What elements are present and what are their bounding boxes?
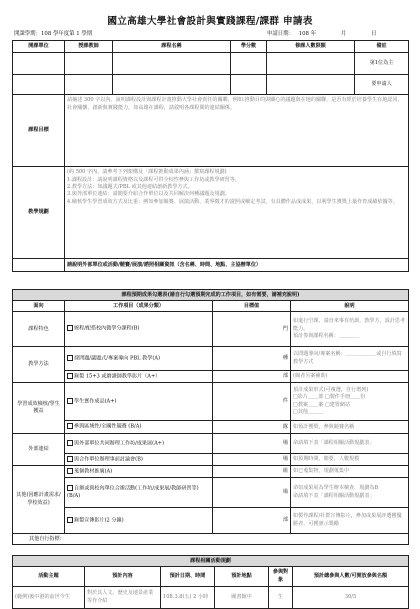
col-value: 目標值 — [213, 301, 291, 312]
outcome-row — [13, 466, 409, 478]
outcomes-header-row — [13, 301, 409, 312]
goal-text[interactable]: 請摘述 300 字以內，說明課程設計與課程計畫推動大學社會責任的關聯，例如:推動目的與關心的議題與在地的關聯，是否有經於培養學生在地認同、社會關懷、創新與實踐能力，如高雄在課程，請敘明各課程間的連結關係。 — [65, 95, 409, 167]
desc-cell: 如製作課程/社群宣傳影片，參加成果展評選獲優勝者，可獲頒示獎勵 — [291, 508, 409, 534]
desc-cell: 預計成果形式(可複選，自行增列) □影片＿＿部 □製作手冊＿＿份 □教案＿＿案 □建置網站 □其他＿＿＿ — [291, 383, 409, 421]
col-item: 工作項目（成果分類） — [65, 301, 213, 312]
note-primary: 第1位為主 — [355, 53, 409, 75]
credits-field[interactable] — [231, 75, 267, 95]
item-cell[interactable]: 婉程/配搭校內微學分課程(B) — [65, 312, 213, 347]
checkbox[interactable] — [67, 423, 73, 429]
activities-section-title: 課程相關活動規劃 — [13, 556, 409, 567]
value-cell[interactable]: 場 — [213, 478, 291, 508]
aspect-cell: 其他(因應計畫需求/學校效益) — [13, 466, 65, 534]
col-unit: 開課單位 — [13, 41, 65, 53]
outcome-row — [13, 508, 409, 534]
value-cell[interactable]: 場 — [213, 434, 291, 454]
outcome-row — [13, 347, 409, 371]
goal-label: 課程目標 — [13, 95, 65, 167]
value-cell[interactable]: 種 — [213, 347, 291, 371]
apply-date-label: 申請日期： — [267, 31, 294, 37]
checkbox[interactable] — [67, 398, 73, 404]
outcome-row — [13, 383, 409, 421]
semester-label: 開課學期：108 學年度第 1 學期 — [14, 31, 93, 37]
col-datetime: 預計日期、時間 — [161, 567, 215, 587]
plan-label: 教學規劃 — [13, 167, 65, 259]
checkbox[interactable] — [67, 440, 73, 446]
outcome-row — [13, 371, 409, 383]
item-cell[interactable]: 採問題/議題式/專案導向 PBL 教學(A) — [65, 347, 213, 371]
outcome-row — [13, 478, 409, 508]
example-count[interactable]: 30/5 — [293, 587, 409, 609]
item-cell[interactable]: 參與區域性/全國性競賽 (B/A) — [65, 421, 213, 434]
col-audience: 參與對象 — [269, 567, 293, 587]
checkbox[interactable] — [67, 373, 73, 379]
course-entry-row-1 — [13, 53, 409, 75]
col-aspect: 面向 — [13, 301, 65, 312]
plan-row — [13, 167, 409, 259]
item-cell[interactable]: 自辦或與校內單位合辦活動(工作坊/成果展/教師研習等)(B/A) — [65, 478, 213, 508]
desc-cell: 如已蒐集物，規劃蒐集中 — [291, 466, 409, 478]
value-cell[interactable]: 門 — [213, 312, 291, 347]
application-form — [12, 0, 408, 609]
value-cell[interactable]: 部 — [213, 508, 291, 534]
aspect-cell: 外部連結 — [13, 434, 65, 466]
teacher-field[interactable] — [65, 75, 113, 95]
teacher-field[interactable] — [65, 53, 113, 75]
item-cell[interactable]: 蒐個教材推廣(A) — [65, 466, 213, 478]
example-audience[interactable]: 生 — [269, 587, 293, 609]
course-header-row — [13, 41, 409, 53]
outcomes-title-row — [13, 290, 409, 301]
apply-month: 月 — [340, 31, 347, 37]
activities-title-row — [13, 556, 409, 567]
outcome-row — [13, 454, 409, 466]
unit-field[interactable] — [13, 75, 65, 95]
course-name-field[interactable] — [113, 53, 231, 75]
apply-date — [267, 29, 379, 40]
desc-cell: 命請填下表「課程相關活動規劃表」 — [291, 434, 409, 454]
outcomes-section-title: 課程預期成果勾選表(請自行勾選預期完成的工作項目，如有需要，請補充說明) — [13, 290, 409, 301]
col-teacher: 授課教師 — [65, 41, 113, 53]
desc-cell: 命如成果展為學生辦本檢查，規劃為B 命請填下表「課程相關活動規劃表」 — [291, 478, 409, 508]
col-credits: 學分數 — [231, 41, 267, 53]
course-entry-row-2 — [13, 75, 409, 95]
plan-text[interactable] — [65, 167, 409, 259]
item-cell[interactable]: 錄製 15+3 或磨課師教學影片（A+） — [65, 371, 213, 383]
activity-example-row — [13, 587, 409, 609]
other-indicator[interactable]: 其他自行指標： — [13, 534, 409, 545]
item-cell[interactable]: 與外部單位共同辦理工作坊/成果展(A+) — [65, 434, 213, 454]
desc-cell: 如預期時間，簡要，人數規模 — [291, 454, 409, 466]
outcome-row — [13, 421, 409, 434]
plan-footer-row — [13, 259, 409, 272]
plan-line: (約 500 字內，請參考下列架構及「課程推動成果內涵」撰寫課程規劃) — [67, 169, 227, 176]
plan-footer: 請說明外部單位或活動/競賽/展演/諮照相關資訊（含名稱、時間、地點、主協辦單位） — [65, 259, 409, 272]
plan-line: 2.教學方法：如議題式/PBL 或其他連結創新教學方式。 — [67, 184, 193, 191]
desc-cell: 如進行空課，請直來事有培訓，教學方，設計思考能力。 預計参與課程名稱：＿＿＿＿ — [291, 312, 409, 347]
col-students: 修課人數限額 — [267, 41, 355, 53]
col-content: 預計內容 — [85, 567, 161, 587]
outcomes-table — [12, 289, 409, 545]
col-desc: 說明 — [291, 301, 409, 312]
activities-table — [12, 555, 409, 609]
other-indicator-row — [13, 534, 409, 545]
desc-cell: (線者另案補助) — [291, 371, 409, 383]
goal-row — [13, 95, 409, 167]
plan-line: 4.檢核學生學習成效方式及比重：例如參加競賽、展演活動、業界徵才的證照或檢定考試，有具體作品成成果，以利學生獲獎上築作育成績依據等。 — [67, 198, 398, 205]
aspect-cell: 教學方法 — [13, 347, 65, 383]
aspect-cell: 學習成效檢核/學生獲益 — [13, 383, 65, 434]
item-cell[interactable]: 學生實作成品(A+) — [65, 383, 213, 421]
checkbox[interactable] — [67, 468, 73, 474]
unit-field[interactable] — [13, 53, 65, 75]
value-cell[interactable]: 隊 — [213, 421, 291, 434]
apply-day: 日 — [370, 31, 377, 37]
col-place: 預計地點 — [215, 567, 269, 587]
item-cell[interactable]: 與合作單位辦理事前討論會(B) — [65, 454, 213, 466]
plan-line: 3.與外部單位連結：請簡要介紹合作單位以及共同解決何種議題及規劃。 — [67, 191, 230, 198]
course-name-field[interactable] — [113, 75, 231, 95]
desc-cell: 以問題導向/專案名稱：＿＿＿＿＿＿或自行填寫教學方式 — [291, 347, 409, 371]
note-applicant: 要申請人 — [355, 75, 409, 95]
col-topic: 活動主題 — [13, 567, 85, 587]
value-cell[interactable]: 場 — [213, 454, 291, 466]
plan-line: 1.課程設計：請說明課程資格以及課程可供全校性參與工作坊或教學研習等。 — [67, 176, 240, 183]
col-count: 預計總參與人數/可開放參與名額 — [293, 567, 409, 587]
col-note: 備註 — [355, 41, 409, 53]
meta-row — [12, 29, 408, 40]
value-cell[interactable]: 組 — [213, 466, 291, 478]
students-field[interactable] — [267, 75, 355, 95]
checkbox[interactable] — [67, 456, 73, 462]
activities-header-row — [13, 567, 409, 587]
course-table — [12, 40, 409, 95]
aspect-cell: 課程特色 — [13, 312, 65, 347]
example-topic[interactable]: (範例)後中港的前世今生 — [13, 587, 85, 609]
form-title: 國立高雄大學社會設計與實踐課程/課群 申請表 — [107, 16, 313, 27]
example-datetime[interactable]: 108.3.8(五) 2 小時 — [161, 587, 215, 609]
checkbox[interactable] — [67, 485, 73, 491]
value-cell[interactable]: 件 — [213, 383, 291, 421]
checkbox[interactable] — [67, 355, 73, 361]
example-place[interactable]: 圖書館中 — [215, 587, 269, 609]
value-cell[interactable]: 部 — [213, 371, 291, 383]
example-content[interactable]: 對於其人文、歷史及地景產業等作介紹 — [85, 587, 161, 609]
checkbox[interactable] — [67, 517, 73, 523]
outcome-row — [13, 312, 409, 347]
desc-cell: 如預計獲獎，參與競賽名稱 — [291, 421, 409, 434]
students-field[interactable] — [267, 53, 355, 75]
col-course-name: 課程名稱 — [113, 41, 231, 53]
outcome-row — [13, 434, 409, 454]
checkbox[interactable] — [67, 325, 73, 331]
credits-field[interactable] — [231, 53, 267, 75]
item-cell[interactable]: 錄製宣傳影片(2 分鐘) — [65, 508, 213, 534]
apply-year: 108 年 — [298, 31, 317, 37]
goal-plan-table — [12, 94, 409, 272]
